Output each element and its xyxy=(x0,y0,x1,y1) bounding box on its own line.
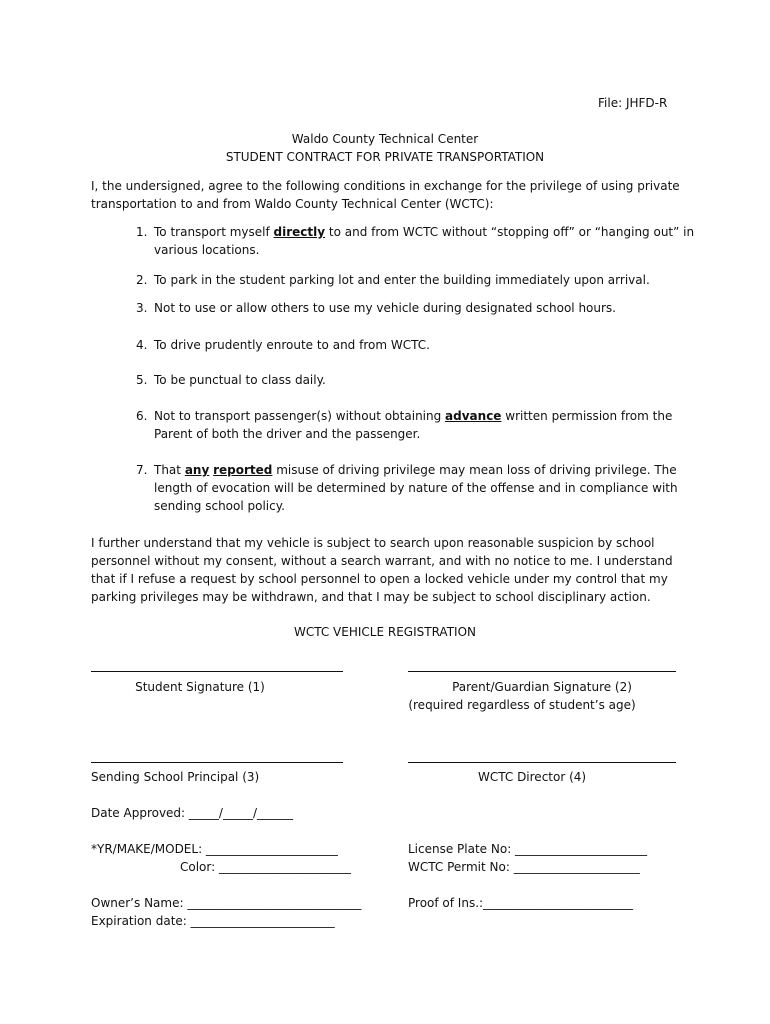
date-approved-field[interactable]: Date Approved: _____/_____/______ xyxy=(91,806,293,820)
proof-of-insurance-field[interactable]: Proof of Ins.:_________________________ xyxy=(408,896,634,910)
director-signature-line[interactable] xyxy=(408,762,676,763)
emphasis-advance: advance xyxy=(445,409,502,423)
condition-text-part: Not to transport passenger(s) without obtaining xyxy=(154,409,446,423)
condition-text xyxy=(154,223,696,259)
owner-name-field[interactable]: Owner’s Name: _____________________________ xyxy=(91,896,362,910)
contract-title: STUDENT CONTRACT FOR PRIVATE TRANSPORTATION xyxy=(225,150,545,164)
director-signature-label: WCTC Director (4) xyxy=(478,770,587,784)
condition-number: 5. xyxy=(136,373,148,387)
condition-item xyxy=(136,299,696,317)
condition-text-part: to and from WCTC without “stopping off” or “hanging out” in various locations. xyxy=(154,225,695,257)
license-plate-field[interactable]: License Plate No: ______________________ xyxy=(408,842,648,856)
student-signature-line[interactable] xyxy=(91,671,343,672)
organization-name: Waldo County Technical Center xyxy=(291,132,479,146)
condition-text xyxy=(154,407,696,443)
condition-item xyxy=(136,336,696,354)
condition-text: To be punctual to class daily. xyxy=(154,373,326,387)
condition-text: Not to use or allow others to use my vehicle during designated school hours. xyxy=(154,301,616,315)
parent-signature-note: (required regardless of student’s age) xyxy=(408,698,636,712)
registration-heading: WCTC VEHICLE REGISTRATION xyxy=(293,625,476,639)
permit-number-field[interactable]: WCTC Permit No: _____________________ xyxy=(408,860,640,874)
emphasis-directly: directly xyxy=(273,225,326,239)
condition-item xyxy=(136,271,696,289)
search-policy-paragraph: I further understand that my vehicle is subject to search upon reasonable suspicion by school personnel without my consent, without a search warrant, and with no notice to me. I understand that if I refuse a request by school personnel to open a locked vehicle under my control that my parking privileges may be withdrawn, and that I may be subject to school disciplinary action. xyxy=(91,536,673,604)
condition-number: 4. xyxy=(136,338,148,352)
emphasis-any: any xyxy=(184,463,210,477)
condition-item xyxy=(136,371,696,389)
intro-paragraph: I, the undersigned, agree to the following conditions in exchange for the privilege of using private transportation to and from Waldo County Technical Center (WCTC): xyxy=(91,179,680,211)
condition-text: To park in the student parking lot and enter the building immediately upon arrival. xyxy=(154,273,650,287)
condition-number: 7. xyxy=(136,463,148,477)
condition-text-part: To transport myself xyxy=(154,225,274,239)
condition-number: 6. xyxy=(136,409,148,423)
condition-item xyxy=(136,461,696,515)
expiration-date-field[interactable]: Expiration date: ________________________ xyxy=(91,914,335,928)
condition-text-part: That xyxy=(154,463,185,477)
condition-item xyxy=(136,223,696,259)
parent-signature-line[interactable] xyxy=(408,671,676,672)
condition-number: 1. xyxy=(136,225,148,239)
condition-number: 3. xyxy=(136,301,148,315)
parent-signature-label: Parent/Guardian Signature (2) xyxy=(452,680,632,694)
emphasis-reported: reported xyxy=(213,463,273,477)
principal-signature-line[interactable] xyxy=(91,762,343,763)
condition-number: 2. xyxy=(136,273,148,287)
condition-item xyxy=(136,407,696,443)
file-reference: File: JHFD-R xyxy=(598,96,668,110)
condition-text xyxy=(154,461,696,515)
condition-text: To drive prudently enroute to and from WCTC. xyxy=(154,338,430,352)
condition-text-part: misuse of driving privilege may mean loss of driving privilege. The length of evocation will be determined by nature of the offense and in compliance with sending school policy. xyxy=(154,463,678,513)
color-field[interactable]: Color: ______________________ xyxy=(180,860,351,874)
student-signature-label: Student Signature (1) xyxy=(135,680,265,694)
yr-make-model-field[interactable]: *YR/MAKE/MODEL: ______________________ xyxy=(91,842,338,856)
condition-text-part: written permission from the Parent of both the driver and the passenger. xyxy=(154,409,673,441)
principal-signature-label: Sending School Principal (3) xyxy=(91,770,260,784)
